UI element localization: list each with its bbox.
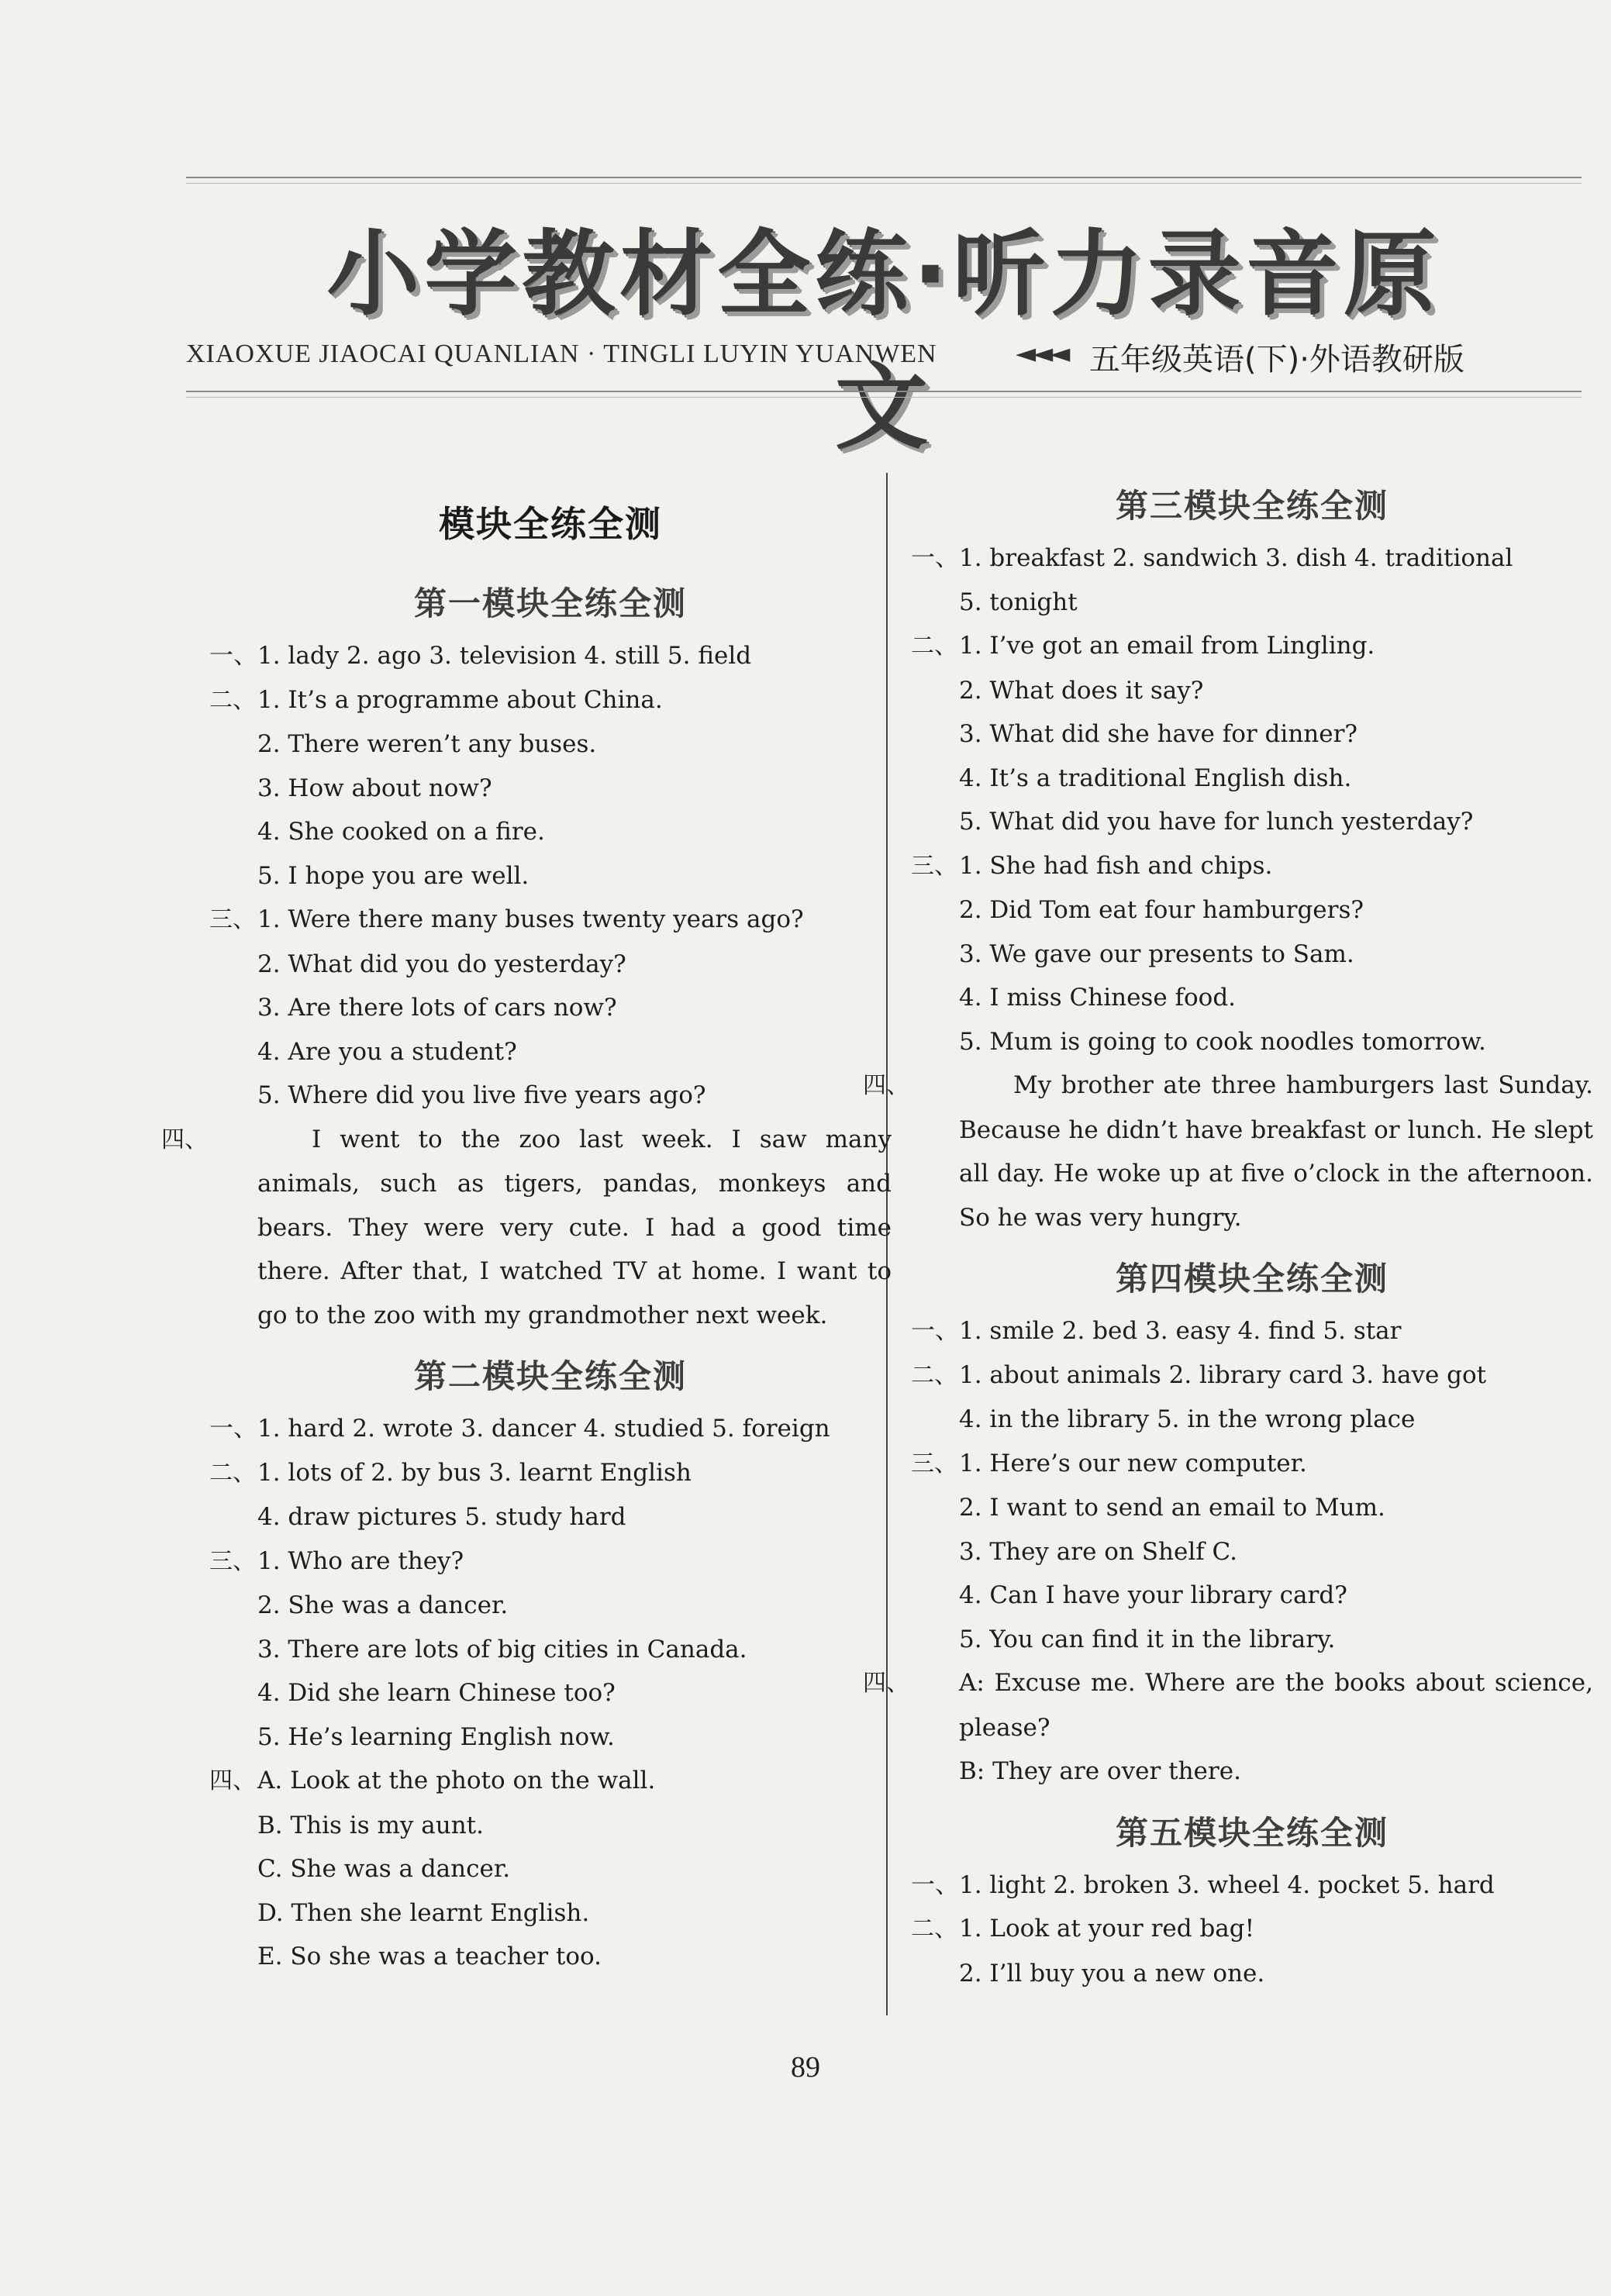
left-column: [161, 481, 892, 1979]
m2-section-4-item: C. She was a dancer.: [257, 1855, 511, 1883]
arrow-icon: ◄◄◄: [1016, 338, 1068, 369]
section-mark: 四、: [863, 1670, 909, 1697]
m2-section-4-item: 四、A. Look at the photo on the wall.: [209, 1759, 892, 1804]
section-mark: 四、: [863, 1072, 909, 1099]
m3-section-1: 一、1. breakfast 2. sandwich 3. dish 4. traditional: [911, 544, 1513, 572]
module-1-title: 第一模块全练全测: [413, 584, 687, 622]
m3-section-3-item: 3. We gave our presents to Sam.: [959, 939, 1354, 968]
m3-section-2-item: 二、1. I’ve got an email from Lingling.: [911, 624, 1593, 669]
section-mark: 二、: [911, 1915, 957, 1943]
page-number: 89: [791, 2051, 820, 2084]
m2-section-2-item: 4. draw pictures 5. study hard: [257, 1503, 626, 1531]
section-mark: 二、: [209, 686, 256, 714]
m3-section-3-item: 5. Mum is going to cook noodles tomorrow.: [959, 1027, 1486, 1056]
m1-section-2-item: 4. She cooked on a fire.: [257, 818, 545, 846]
m1-section-2-item: 二、1. It’s a programme about China.: [209, 678, 892, 723]
m3-section-2-item: 4. It’s a traditional English dish.: [959, 764, 1352, 792]
m1-section-3-item: 3. Are there lots of cars now?: [257, 994, 617, 1022]
book-title: 小学教材全练·听力录音原文: [326, 221, 1441, 462]
m3-section-2-item: 3. What did she have for dinner?: [959, 720, 1358, 748]
section-mark: 二、: [911, 633, 957, 660]
m4-section-3-item: 3. They are on Shelf C.: [959, 1537, 1238, 1566]
m4-section-2-item: 二、1. about animals 2. library card 3. have got: [911, 1353, 1593, 1398]
m3-section-2-item: 5. What did you have for lunch yesterday?: [959, 808, 1474, 836]
section-mark: 二、: [209, 1459, 256, 1487]
module-3-title: 第三模块全练全测: [1115, 487, 1388, 525]
section-mark: 三、: [911, 1450, 957, 1477]
m1-section-3-item: 5. Where did you live five years ago?: [257, 1081, 706, 1109]
section-mark: 四、: [209, 1767, 256, 1794]
header-rule-top: [186, 177, 1582, 178]
m1-section-2-item: 2. There weren’t any buses.: [257, 730, 597, 758]
m2-section-2-item: 二、1. lots of 2. by bus 3. learnt English: [209, 1451, 892, 1496]
m2-section-3-item: 三、1. Who are they?: [209, 1539, 892, 1584]
book-title-pinyin: XIAOXUE JIAOCAI QUANLIAN · TINGLI LUYIN YUANWEN: [186, 340, 937, 368]
m1-section-3-item: 三、1. Were there many buses twenty years ago?: [209, 898, 892, 943]
m4-section-4-dialogue: 四、 A: Excuse me. Where are the books about science, please?: [911, 1661, 1593, 1750]
m2-section-3-item: 3. There are lots of big cities in Canada.: [257, 1635, 747, 1663]
page-title: 模块全练全测: [439, 503, 662, 545]
m3-section-2-item: 2. What does it say?: [959, 676, 1204, 705]
m2-section-4-item: B. This is my aunt.: [257, 1811, 484, 1839]
m4-section-4-reply: B: They are over there.: [959, 1757, 1241, 1785]
header-rule-top-thin: [186, 183, 1582, 184]
header-rule-bottom: [186, 391, 1582, 392]
m1-section-4-passage: 四、 I went to the zoo last week. I saw many animals, such as tigers, pandas, monkeys and bears. They were very cute. I had a good time there. After that, I watched TV at home. I want to go to the zoo with my grandmother next week.: [209, 1118, 892, 1338]
m3-section-3-item: 2. Did Tom eat four hamburgers?: [959, 896, 1364, 924]
m2-section-1: 一、1. hard 2. wrote 3. dancer 4. studied 5. foreign: [209, 1415, 830, 1443]
module-2-title: 第二模块全练全测: [413, 1357, 687, 1395]
m1-section-2-item: 5. I hope you are well.: [257, 861, 530, 890]
m3-section-1-cont: 5. tonight: [959, 588, 1078, 616]
page-header: [186, 177, 1582, 462]
m4-section-2-item: 4. in the library 5. in the wrong place: [959, 1405, 1416, 1433]
m1-section-3-item: 4. Are you a student?: [257, 1037, 517, 1066]
m3-section-3-item: 三、1. She had fish and chips.: [911, 844, 1593, 889]
m3-section-4-passage: 四、 My brother ate three hamburgers last Sunday. Because he didn’t have breakfast or lunch. He slept all day. He woke up at five o’clock in the afternoon. So he was very hungry.: [911, 1064, 1593, 1239]
m3-section-3-item: 4. I miss Chinese food.: [959, 984, 1237, 1012]
m4-section-3-item: 4. Can I have your library card?: [959, 1581, 1347, 1609]
m4-section-3-item: 5. You can find it in the library.: [959, 1625, 1336, 1653]
m1-section-2-item: 3. How about now?: [257, 774, 492, 802]
section-mark: 三、: [209, 906, 256, 933]
edition-label: 五年级英语(下)·外语教研版: [1089, 342, 1464, 377]
m2-section-4-item: D. Then she learnt English.: [257, 1898, 590, 1927]
m2-section-3-item: 2. She was a dancer.: [257, 1591, 509, 1619]
m5-section-1: 一、1. light 2. broken 3. wheel 4. pocket 5. hard: [911, 1870, 1495, 1899]
m5-section-2-item: 2. I’ll buy you a new one.: [959, 1959, 1265, 1987]
m2-section-3-item: 5. He’s learning English now.: [257, 1722, 615, 1751]
m4-section-3-item: 三、1. Here’s our new computer.: [911, 1442, 1593, 1487]
right-column: [863, 481, 1593, 1995]
section-mark: 三、: [911, 852, 957, 880]
m4-section-1: 一、1. smile 2. bed 3. easy 4. find 5. star: [911, 1317, 1402, 1345]
m1-section-1: 一、1. lady 2. ago 3. television 4. still 5. field: [209, 642, 752, 670]
module-5-title: 第五模块全练全测: [1115, 1813, 1388, 1852]
m2-section-3-item: 4. Did she learn Chinese too?: [257, 1679, 616, 1707]
m5-section-2-item: 二、1. Look at your red bag!: [911, 1907, 1593, 1952]
section-mark: 二、: [911, 1361, 957, 1389]
header-rule-bottom-thin: [186, 397, 1582, 398]
module-4-title: 第四模块全练全测: [1115, 1260, 1388, 1298]
m2-section-4-item: E. So she was a teacher too.: [257, 1943, 602, 1970]
m1-section-3-item: 2. What did you do yesterday?: [257, 950, 626, 978]
section-mark: 四、: [161, 1126, 208, 1153]
m4-section-3-item: 2. I want to send an email to Mum.: [959, 1494, 1385, 1522]
section-mark: 三、: [209, 1547, 256, 1575]
